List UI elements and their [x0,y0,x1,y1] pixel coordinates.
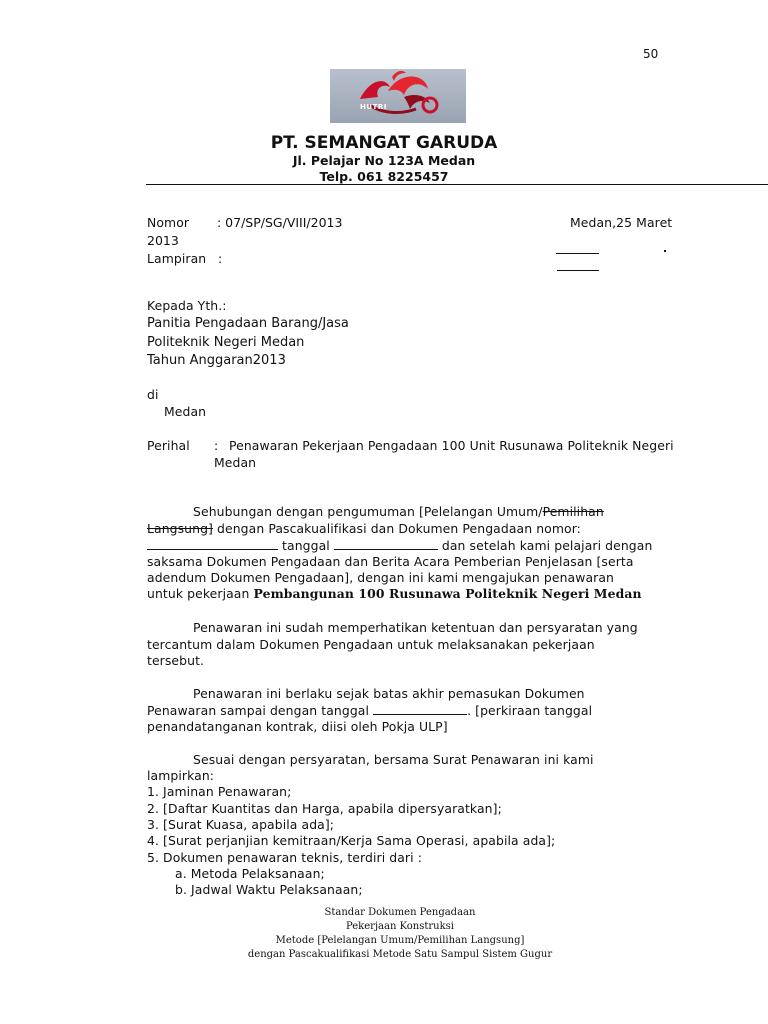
p2-line-2: tercantum dalam Dokumen Pengadaan untuk melaksanakan pekerjaan [147,637,595,652]
company-logo [330,69,466,123]
list-item: 5. Dokumen penawaran teknis, terdiri dari : [147,850,422,865]
p1-struck-pemilihan: Pemilihan [542,504,604,519]
sub-list-item: a. Metoda Pelaksanaan; [175,866,325,881]
garuda-flame-logo-icon [330,69,466,123]
p1-line-2 [147,520,581,538]
footer-line-2: Pekerjaan Konstruksi [345,921,455,932]
recipient-di: di [147,387,159,402]
p1-line-1 [193,503,604,521]
document-number-blank [147,538,278,550]
p1-tanggal: tanggal [278,538,334,553]
company-address: Jl. Pelajar No 123A Medan [292,153,476,168]
p3-line-2-tail: . [perkiraan tanggal [467,703,593,718]
recipient-line-2: Politeknik Negeri Medan [147,335,305,350]
date-blank-1 [556,242,599,254]
company-name: PT. SEMANGAT GARUDA [270,133,498,153]
date-blank-2 [557,259,599,271]
footer-line-3: Metode [Pelelangan Umum/Pemilihan Langsung] [275,935,525,946]
list-item: 3. [Surat Kuasa, apabila ada]; [147,817,335,832]
subject-line-2: Medan [214,455,257,470]
p4-line-2: lampirkan: [147,768,215,783]
project-name: Pembangunan 100 Rusunawa Politeknik Negeri Medan [253,586,642,601]
letterhead-divider [146,184,768,185]
p2-line-3: tersebut. [147,653,205,668]
p3-line-1: Penawaran ini berlaku sejak batas akhir pemasukan Dokumen [193,686,585,701]
recipient-city: Medan [164,404,207,419]
recipient-greeting: Kepada Yth.: [147,298,227,313]
date-dot [664,250,666,252]
p1-line-6 [147,585,642,603]
p3-line-2-text: Penawaran sampai dengan tanggal [147,703,374,718]
lampiran-label: Lampiran [147,251,207,266]
list-item: 1. Jaminan Penawaran; [147,784,292,799]
list-item: 4. [Surat perjanjian kemitraan/Kerja Sama Operasi, apabila ada]; [147,833,556,848]
p1-line-1-text: Sehubungan dengan pengumuman [Pelelangan Umum/ [193,504,543,519]
sub-list-item: b. Jadwal Waktu Pelaksanaan; [175,882,363,897]
nomor-year: 2013 [147,233,179,248]
document-date-blank [334,538,438,550]
footer-line-1: Standar Dokumen Pengadaan [324,907,476,918]
p1-line-5: adendum Dokumen Pengadaan], dengan ini kami mengajukan penawaran [147,570,615,585]
footer-line-4: dengan Pascakualifikasi Metode Satu Sampul Sistem Gugur [247,949,553,960]
nomor-label: Nomor [147,215,190,230]
p3-line-3: penandatanganan kontrak, diisi oleh Pokja ULP] [147,719,448,734]
nomor-value: : 07/SP/SG/VIII/2013 [217,215,343,230]
letter-date: Medan,25 Maret [570,215,673,230]
p1-line-6-text: untuk pekerjaan [147,586,254,601]
page-number: 50 [643,47,659,61]
subject-label: Perihal [147,438,190,453]
p4-line-1: Sesuai dengan persyaratan, bersama Surat Penawaran ini kami [193,752,594,767]
logo-text: HUTRI [360,103,387,111]
recipient-line-1: Panitia Pengadaan Barang/Jasa [147,316,349,331]
recipient-line-3: Tahun Anggaran2013 [147,353,286,368]
p1-line-4: saksama Dokumen Pengadaan dan Berita Acara Pemberian Penjelasan [serta [147,554,634,569]
p2-line-1: Penawaran ini sudah memperhatikan ketentuan dan persyaratan yang [193,620,638,635]
p1-struck-langsung: Langsung] [147,521,213,536]
subject-colon: : [214,438,219,453]
list-item: 2. [Daftar Kuantitas dan Harga, apabila dipersyaratkan]; [147,801,502,816]
p1-line-2-text: dengan Pascakualifikasi dan Dokumen Pengadaan nomor: [212,521,581,536]
lampiran-value: : [218,251,223,266]
company-phone: Telp. 061 8225457 [319,169,449,184]
validity-date-blank [373,703,467,715]
subject-line-1: Penawaran Pekerjaan Pengadaan 100 Unit Rusunawa Politeknik Negeri [229,438,674,453]
p1-line-3-text: dan setelah kami pelajari dengan [437,538,653,553]
